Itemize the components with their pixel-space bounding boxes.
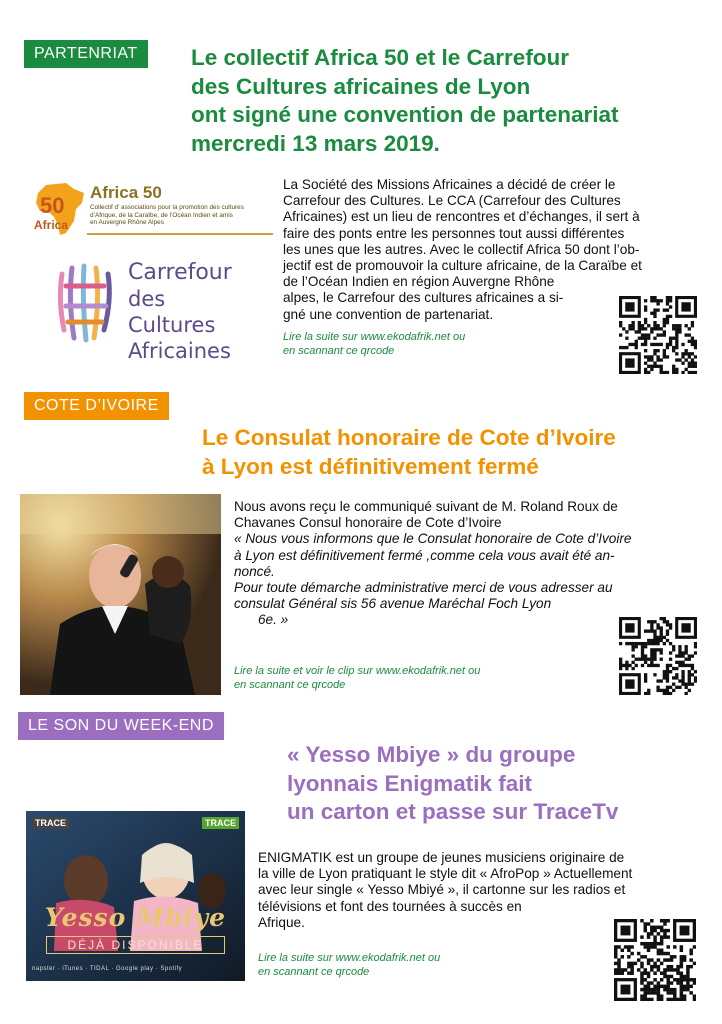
africa50-number: 50 [40, 193, 65, 218]
headline-yesso-mbiye: « Yesso Mbiye » du groupe lyonnais Enigmatik fait un carton et passe sur TraceTv [287, 742, 619, 824]
trace-africa-badge: TRACE [202, 817, 239, 829]
read-more-note: Lire la suite et voir le clip sur www.ekodafrik.net ou en scannant ce qrcode [234, 665, 481, 691]
consul-photo [20, 494, 221, 695]
africa-map-icon [32, 181, 90, 239]
article-body-partenariat: La Société des Missions Africaines a décidé de créer le Carrefour des Cultures. Le CCA (Carrefour des Cultures Africaines) est un lieu de rencontres et d’échanges, il sert à faire des ponts entre les personnes tout aussi différentes les unes que les autres. Avec le collectif Africa 50 dont l’ob- jectif est de promouvoir la culture africaine, de la Caraïbe et de l’Océan Indien en région Auvergne Rhône alpes, le Carrefour des cultures africaines a si- gné une convention de partenariat. [283, 177, 642, 322]
article-body-consulat: Nous avons reçu le communiqué suivant de M. Roland Roux de Chavanes Consul honoraire de Cote d’Ivoire « Nous vous informons que le Consulat honoraire de Cote d’Ivoire à Lyon est définitivement fermé ,comme cela vous avait été an- noncé. Pour toute démarche administrative merci de vous adresser au consulat Général sis 56 avenue Maréchal Foch Lyon 6e. » [234, 499, 674, 629]
streaming-logos: napster · iTunes · TIDAL · Google play · Spotify [32, 966, 183, 972]
album-cover [26, 811, 245, 981]
read-more-note: Lire la suite sur www.ekodafrik.net ou en scannant ce qrcode [258, 952, 441, 978]
cover-subtitle: DÉJÀ DISPONIBLE [46, 936, 225, 954]
read-more-note: Lire la suite sur www.ekodafrik.net ou en scannant ce qrcode [283, 331, 466, 357]
section-tag-partenariat: PARTENRIAT [24, 40, 148, 68]
africa50-word: Africa [34, 218, 69, 232]
africa50-logo [32, 181, 272, 239]
consul-quote: « Nous vous informons que le Consulat honoraire de Cote d’Ivoire à Lyon est définitivement fermé ,comme cela vous avait été an- noncé. Pour toute démarche administrative merci de vous adresser au consulat Général sis 56 avenue Maréchal Foch Lyon 6e. » [234, 531, 632, 628]
headline-partenariat: Le collectif Africa 50 et le Carrefour des Cultures africaines de Lyon ont signé une convention de partenariat mercredi 13 mars 2019. [191, 45, 619, 156]
headline-consulat: Le Consulat honoraire de Cote d’Ivoire à Lyon est définitivement fermé [202, 425, 616, 479]
cover-title: Yesso Mbiye [44, 903, 227, 932]
article-body-enigmatik: ENIGMATIK est un groupe de jeunes musiciens originaire de la ville de Lyon pratiquant le style dit « AfroPop » Actuellement avec leur single « Yesso Mbiyé », il cartonne sur les radios et télévisions et font des tournées à succès en Afrique. [258, 850, 633, 930]
cca-emblem-icon [52, 260, 122, 346]
qr-code-icon[interactable] [619, 617, 697, 695]
qr-code-icon[interactable] [614, 919, 696, 1001]
qr-code-icon[interactable] [619, 296, 697, 374]
africa50-description: Collectif d’ associations pour la promotion des cultures d’Afrique, de la Caraïbe, de l’Océan Indien et amis en Auvergne Rhône Alpes [90, 204, 244, 227]
trace-urban-badge: TRACE [32, 817, 69, 829]
logo-rule [87, 233, 273, 235]
cca-logo [52, 260, 252, 363]
section-tag-son-du-week-end: LE SON DU WEEK-END [18, 712, 224, 740]
cca-wordmark: Carrefour des Cultures Africaines [128, 260, 232, 363]
section-tag-cote-divoire: COTE D’IVOIRE [24, 392, 169, 420]
africa50-name: Africa 50 [90, 183, 162, 202]
